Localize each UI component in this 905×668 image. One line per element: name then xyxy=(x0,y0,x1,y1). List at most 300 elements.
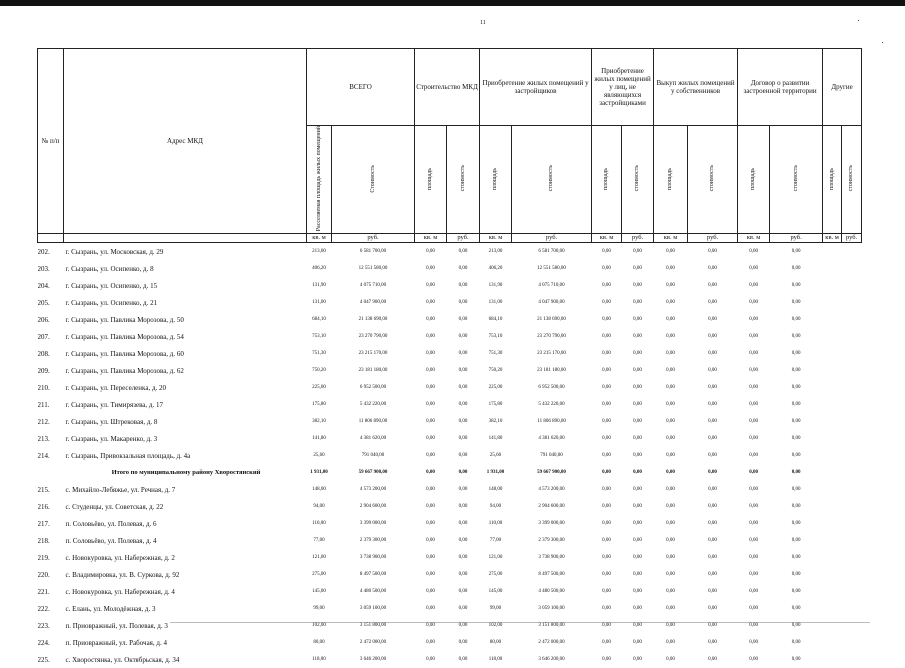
table-row xyxy=(38,634,862,651)
row-value: 0,00 xyxy=(708,657,717,663)
row-value: 0,00 xyxy=(602,606,611,612)
row-value: 0,00 xyxy=(749,453,758,459)
table-row xyxy=(38,549,862,566)
row-value: 4 573 200,00 xyxy=(538,487,565,493)
row-value: 0,00 xyxy=(602,317,611,323)
row-address: с. Михайло-Лебяжье, ул. Речная, д. 7 xyxy=(65,485,176,494)
row-value: 406,20 xyxy=(488,266,503,272)
row-value: 0,00 xyxy=(426,555,435,561)
row-value: 406,20 xyxy=(312,266,326,272)
row-value: 0,00 xyxy=(426,266,435,272)
row-value: 0,00 xyxy=(426,317,435,323)
row-number xyxy=(38,464,64,481)
row-value: 23 215 170,00 xyxy=(358,351,388,357)
row-value: 0,00 xyxy=(458,368,468,374)
row-value: 0,00 xyxy=(749,368,758,374)
row-value: 0,00 xyxy=(791,572,801,578)
row-value: 145,00 xyxy=(312,589,326,595)
row-value: 0,00 xyxy=(708,487,717,493)
row-value: 0,00 xyxy=(791,402,801,408)
row-value: 0,00 xyxy=(633,521,642,527)
table-row xyxy=(38,243,862,261)
row-value: 110,00 xyxy=(312,521,326,527)
row-value: 0,00 xyxy=(458,419,468,425)
row-value: 3 151 800,00 xyxy=(538,623,565,629)
row-value: 0,00 xyxy=(708,572,717,578)
row-value: 3 646 200,00 xyxy=(359,657,387,663)
header-no: № п/п xyxy=(38,49,64,234)
row-value: 0,00 xyxy=(602,657,611,663)
row-value: 2 904 600,00 xyxy=(359,504,387,510)
row-value: 4 573 200,00 xyxy=(359,487,387,493)
subheader-resettled-area: Расселяемая площадь жилых помещений xyxy=(315,126,322,232)
unit-rub: руб. xyxy=(622,234,654,243)
row-value: 80,00 xyxy=(489,640,502,646)
row-value: 6 581 700,00 xyxy=(538,249,565,255)
row-value: 0,00 xyxy=(633,300,642,306)
row-value: 6 581 700,00 xyxy=(359,249,387,255)
row-value: 0,00 xyxy=(708,419,717,425)
row-value: 145,00 xyxy=(488,589,503,595)
row-value: 0,00 xyxy=(791,266,801,272)
row-value: 110,00 xyxy=(488,521,503,527)
row-number: 221. xyxy=(37,587,50,596)
table-row xyxy=(38,617,862,634)
row-value: 0,00 xyxy=(426,572,435,578)
row-number: 217. xyxy=(37,519,50,528)
row-value: 0,00 xyxy=(666,572,675,578)
row-value: 0,00 xyxy=(602,249,611,255)
row-value: 0,00 xyxy=(602,555,611,561)
row-value: 0,00 xyxy=(791,470,801,476)
row-value: 0,00 xyxy=(791,385,801,391)
row-value: 0,00 xyxy=(791,657,801,663)
row-value: 275,00 xyxy=(312,572,326,578)
row-value: 751,30 xyxy=(312,351,326,357)
row-value: 0,00 xyxy=(458,504,468,510)
subheader-cost: стоимость xyxy=(848,165,855,192)
row-value: 0,00 xyxy=(708,606,717,612)
row-value: 382,10 xyxy=(488,419,503,425)
row-value: 77,00 xyxy=(489,538,502,544)
row-value: 0,00 xyxy=(749,657,758,663)
row-number: 208. xyxy=(37,349,50,358)
row-value: 213,00 xyxy=(312,249,326,255)
row-value: 0,00 xyxy=(666,589,675,595)
row-value: 25,60 xyxy=(489,453,502,459)
row-number: 202. xyxy=(37,247,50,256)
row-value: 121,00 xyxy=(488,555,503,561)
row-value: 0,00 xyxy=(458,589,468,595)
row-value: 0,00 xyxy=(708,640,717,646)
row-value: 0,00 xyxy=(666,402,675,408)
row-value: 0,00 xyxy=(666,470,675,476)
row-value: 0,00 xyxy=(791,521,801,527)
row-value: 0,00 xyxy=(633,606,642,612)
row-value: 6 952 500,00 xyxy=(359,385,387,391)
row-value: 59 667 900,00 xyxy=(537,470,566,476)
row-address: г. Сызрань, ул. Павлика Морозова, д. 60 xyxy=(65,349,184,358)
row-address: г. Сызрань, ул. Осипенко, д. 8 xyxy=(65,264,154,273)
row-value: 0,00 xyxy=(666,436,675,442)
row-value: 0,00 xyxy=(666,453,675,459)
row-value: 3 738 900,00 xyxy=(538,555,565,561)
table-row xyxy=(38,311,862,328)
row-value: 0,00 xyxy=(426,249,435,255)
row-value: 0,00 xyxy=(633,283,642,289)
row-address: с. Новокуровка, ул. Набережная, д. 2 xyxy=(65,553,175,562)
row-value: 0,00 xyxy=(426,351,435,357)
row-value: 4 047 900,00 xyxy=(359,300,387,306)
row-value: 0,00 xyxy=(791,368,801,374)
row-value: 141,80 xyxy=(488,436,503,442)
row-value: 99,00 xyxy=(489,606,502,612)
row-value: 23 270 790,00 xyxy=(537,334,566,340)
table-row xyxy=(38,362,862,379)
table-row xyxy=(38,277,862,294)
row-value: 2 904 600,00 xyxy=(538,504,565,510)
row-value: 3 646 200,00 xyxy=(538,657,565,663)
row-value: 0,00 xyxy=(666,538,675,544)
row-value: 59 667 900,00 xyxy=(358,470,388,476)
row-value: 0,00 xyxy=(633,572,642,578)
row-value: 0,00 xyxy=(791,589,801,595)
row-value: 0,00 xyxy=(666,283,675,289)
subheader-area: площадь xyxy=(828,167,835,190)
row-value: 131,00 xyxy=(488,300,503,306)
row-value: 0,00 xyxy=(749,419,758,425)
row-value: 0,00 xyxy=(708,436,717,442)
row-value: 0,00 xyxy=(426,334,435,340)
row-value: 0,00 xyxy=(749,385,758,391)
row-value: 0,00 xyxy=(458,453,468,459)
row-value: 0,00 xyxy=(791,606,801,612)
total-row xyxy=(38,464,862,481)
units-cell xyxy=(38,234,64,243)
row-number: 212. xyxy=(37,417,50,426)
row-value: 0,00 xyxy=(426,623,435,629)
row-value: 0,00 xyxy=(426,521,435,527)
row-value: 0,00 xyxy=(602,470,611,476)
row-value: 0,00 xyxy=(708,521,717,527)
row-value: 0,00 xyxy=(426,402,435,408)
row-value: 0,00 xyxy=(749,504,758,510)
row-value: 80,00 xyxy=(313,640,325,646)
row-value: 0,00 xyxy=(458,385,468,391)
unit-sqm: кв. м xyxy=(592,234,622,243)
table-row xyxy=(38,600,862,617)
row-value: 0,00 xyxy=(708,402,717,408)
row-value: 0,00 xyxy=(458,249,468,255)
row-value: 0,00 xyxy=(666,419,675,425)
header-other: Другие xyxy=(823,49,862,126)
row-value: 0,00 xyxy=(708,470,717,476)
page-number: 11 xyxy=(480,20,486,26)
header-total: ВСЕГО xyxy=(307,49,415,126)
table-row xyxy=(38,294,862,311)
row-number: 213. xyxy=(37,434,50,443)
row-value: 102,00 xyxy=(312,623,326,629)
row-value: 94,00 xyxy=(489,504,502,510)
table-body xyxy=(38,243,862,668)
row-value: 6 952 500,00 xyxy=(538,385,565,391)
row-number: 215. xyxy=(37,485,50,494)
row-value: 4 480 500,00 xyxy=(359,589,387,595)
row-value: 3 151 800,00 xyxy=(359,623,387,629)
row-address: г. Сызрань, ул. Тимирязева, д. 17 xyxy=(65,400,163,409)
row-value: 3 738 900,00 xyxy=(359,555,387,561)
row-value: 0,00 xyxy=(426,436,435,442)
subheader-cost: стоимость xyxy=(548,165,555,192)
row-value: 0,00 xyxy=(458,266,468,272)
row-value: 0,00 xyxy=(426,538,435,544)
row-value: 21 138 690,00 xyxy=(358,317,388,323)
row-number: 211. xyxy=(37,400,50,409)
subheader-area: площадь xyxy=(427,167,434,190)
row-number: 224. xyxy=(37,638,50,647)
row-value: 0,00 xyxy=(749,351,758,357)
row-value: 0,00 xyxy=(633,470,642,476)
row-value: 0,00 xyxy=(666,317,675,323)
row-value: 11 806 890,00 xyxy=(537,419,566,425)
unit-rub: руб. xyxy=(842,234,862,243)
row-value: 0,00 xyxy=(791,623,801,629)
row-value: 0,00 xyxy=(666,504,675,510)
row-address: с. Новокуровка, ул. Набережная, д. 4 xyxy=(65,587,175,596)
row-value: 791 040,00 xyxy=(540,453,563,459)
row-value: 94,00 xyxy=(313,504,325,510)
row-value: 0,00 xyxy=(666,300,675,306)
units-row xyxy=(38,234,862,243)
row-value: 0,00 xyxy=(458,402,468,408)
row-value: 0,00 xyxy=(426,283,435,289)
row-address: г. Сызрань, ул. Осипенко, д. 21 xyxy=(65,298,158,307)
row-value: 753,10 xyxy=(312,334,326,340)
subheader-cost: стоимость xyxy=(792,165,799,192)
row-value: 131,90 xyxy=(488,283,503,289)
row-value: 0,00 xyxy=(458,351,468,357)
row-value: 0,00 xyxy=(666,623,675,629)
header-purchase-developers: Приобретение жилых помещений у застройщиков xyxy=(480,49,592,126)
row-value: 5 432 220,00 xyxy=(359,402,387,408)
row-value: 4 480 500,00 xyxy=(538,589,565,595)
row-value: 0,00 xyxy=(749,521,758,527)
row-address: с. Хворостянка, ул. Октябрьская, д. 34 xyxy=(65,655,180,664)
row-value: 0,00 xyxy=(708,453,717,459)
row-value: 0,00 xyxy=(602,538,611,544)
row-number: 216. xyxy=(37,502,50,511)
row-value: 0,00 xyxy=(791,640,801,646)
row-value: 0,00 xyxy=(602,521,611,527)
row-value: 0,00 xyxy=(602,402,611,408)
row-value: 0,00 xyxy=(426,300,435,306)
row-value: 23 215 170,00 xyxy=(537,351,566,357)
subheader-cost: Стоимость xyxy=(369,164,376,193)
row-value: 0,00 xyxy=(708,555,717,561)
row-value: 0,00 xyxy=(458,640,468,646)
row-number: 207. xyxy=(37,332,50,341)
row-address: п. Соловьёво, ул. Полевая, д. 4 xyxy=(65,536,157,545)
subheader-cost: стоимость xyxy=(459,165,466,192)
row-value: 750,20 xyxy=(312,368,326,374)
row-value: 791 040,00 xyxy=(361,453,385,459)
row-number: 220. xyxy=(37,570,50,579)
row-value: 4 075 710,00 xyxy=(538,283,565,289)
row-value: 0,00 xyxy=(458,572,468,578)
row-value: 25,60 xyxy=(313,453,325,459)
row-value: 0,00 xyxy=(633,266,642,272)
row-value: 99,00 xyxy=(313,606,325,612)
row-value: 0,00 xyxy=(749,640,758,646)
row-value: 0,00 xyxy=(708,538,717,544)
row-number: 222. xyxy=(37,604,50,613)
unit-rub: руб. xyxy=(688,234,738,243)
row-value: 102,00 xyxy=(488,623,503,629)
row-value: 0,00 xyxy=(666,249,675,255)
row-value: 148,00 xyxy=(488,487,503,493)
row-value: 0,00 xyxy=(666,351,675,357)
row-value: 0,00 xyxy=(749,470,758,476)
row-value: 131,00 xyxy=(312,300,326,306)
row-address: г. Сызрань, ул. Павлика Морозова, д. 62 xyxy=(65,366,184,375)
row-address: Итого по муниципальному району Хворостянский xyxy=(111,469,261,477)
row-value: 0,00 xyxy=(666,385,675,391)
row-value: 0,00 xyxy=(426,385,435,391)
row-value: 0,00 xyxy=(708,334,717,340)
row-value: 4 047 900,00 xyxy=(538,300,565,306)
row-value: 750,20 xyxy=(488,368,503,374)
scan-speck xyxy=(858,20,859,21)
unit-sqm: кв. м xyxy=(415,234,447,243)
row-value: 0,00 xyxy=(426,504,435,510)
row-value: 21 138 690,00 xyxy=(537,317,566,323)
row-value: 0,00 xyxy=(791,487,801,493)
row-address: г. Сызрань, ул. Переселенка, д. 20 xyxy=(65,383,167,392)
unit-sqm: кв. м xyxy=(307,234,332,243)
row-number: 204. xyxy=(37,281,50,290)
row-value: 684,10 xyxy=(312,317,326,323)
row-value: 0,00 xyxy=(666,521,675,527)
row-value: 0,00 xyxy=(749,555,758,561)
row-value: 0,00 xyxy=(426,419,435,425)
row-value: 8 497 500,00 xyxy=(538,572,565,578)
row-value: 0,00 xyxy=(708,368,717,374)
row-number: 223. xyxy=(37,621,50,630)
row-value: 0,00 xyxy=(602,453,611,459)
row-value: 0,00 xyxy=(791,436,801,442)
row-address: г. Сызрань, ул. Павлика Морозова, д. 50 xyxy=(65,315,184,324)
row-value: 0,00 xyxy=(458,538,468,544)
row-value: 0,00 xyxy=(633,317,642,323)
row-value: 0,00 xyxy=(749,589,758,595)
table-row xyxy=(38,396,862,413)
row-value: 0,00 xyxy=(749,317,758,323)
row-value: 0,00 xyxy=(666,555,675,561)
row-value: 0,00 xyxy=(791,538,801,544)
row-value: 0,00 xyxy=(633,453,642,459)
table-row xyxy=(38,345,862,362)
subheader-cost: стоимость xyxy=(634,165,641,192)
row-value: 0,00 xyxy=(666,657,675,663)
subheader-area: площадь xyxy=(492,167,499,190)
row-value: 0,00 xyxy=(791,419,801,425)
scan-speck xyxy=(882,42,883,43)
row-value: 0,00 xyxy=(426,606,435,612)
row-value: 0,00 xyxy=(458,436,468,442)
row-value: 0,00 xyxy=(602,351,611,357)
row-value: 0,00 xyxy=(602,419,611,425)
row-value: 0,00 xyxy=(426,368,435,374)
row-value: 77,00 xyxy=(313,538,325,544)
row-value: 0,00 xyxy=(633,623,642,629)
row-number: 219. xyxy=(37,553,50,562)
row-value: 121,00 xyxy=(312,555,326,561)
row-value: 0,00 xyxy=(426,487,435,493)
row-value: 0,00 xyxy=(749,300,758,306)
row-value: 0,00 xyxy=(602,487,611,493)
row-value: 0,00 xyxy=(602,572,611,578)
row-value: 0,00 xyxy=(602,266,611,272)
row-value: 0,00 xyxy=(633,402,642,408)
row-value: 2 379 300,00 xyxy=(538,538,565,544)
row-value: 0,00 xyxy=(708,385,717,391)
row-value: 0,00 xyxy=(666,606,675,612)
row-address: с. Студенцы, ул. Советская, д. 22 xyxy=(65,502,164,511)
header-address: Адрес МКД xyxy=(64,49,307,234)
row-number: 205. xyxy=(37,298,50,307)
row-value: 0,00 xyxy=(633,589,642,595)
header-row xyxy=(38,49,862,126)
row-value: 0,00 xyxy=(633,555,642,561)
row-value: 0,00 xyxy=(458,470,468,476)
table-row xyxy=(38,583,862,600)
row-value: 0,00 xyxy=(708,249,717,255)
row-value: 0,00 xyxy=(708,283,717,289)
row-value: 0,00 xyxy=(602,283,611,289)
row-value: 0,00 xyxy=(791,555,801,561)
unit-rub: руб. xyxy=(447,234,480,243)
table-row xyxy=(38,379,862,396)
row-value: 1 931,00 xyxy=(486,470,505,476)
row-value: 0,00 xyxy=(633,419,642,425)
row-address: п. Приовражный, ул. Полевая, д. 3 xyxy=(65,621,168,630)
row-value: 0,00 xyxy=(791,300,801,306)
row-value: 0,00 xyxy=(708,300,717,306)
row-value: 0,00 xyxy=(666,640,675,646)
row-address: г. Сызрань, ул. Павлика Морозова, д. 54 xyxy=(65,332,184,341)
row-value: 0,00 xyxy=(458,521,468,527)
row-value: 0,00 xyxy=(426,640,435,646)
row-number: 203. xyxy=(37,264,50,273)
row-value: 751,30 xyxy=(488,351,503,357)
header-purchase-non-developers: Приобретение жилых помещений у лиц, не являющихся застройщиками xyxy=(592,49,654,126)
row-value: 0,00 xyxy=(749,572,758,578)
row-value: 0,00 xyxy=(633,504,642,510)
row-value: 3 059 100,00 xyxy=(538,606,565,612)
row-number: 225. xyxy=(37,655,50,664)
unit-sqm: кв. м xyxy=(480,234,512,243)
row-value: 0,00 xyxy=(633,487,642,493)
resettlement-table xyxy=(37,48,862,668)
row-number: 214. xyxy=(37,451,50,460)
row-value: 4 381 620,00 xyxy=(359,436,387,442)
row-value: 0,00 xyxy=(426,589,435,595)
header-development: Договор о развитии застроенной территории xyxy=(738,49,823,126)
row-value: 0,00 xyxy=(791,453,801,459)
row-value: 1 931,00 xyxy=(310,470,328,476)
row-value: 2 379 300,00 xyxy=(359,538,387,544)
row-value: 118,00 xyxy=(488,657,503,663)
